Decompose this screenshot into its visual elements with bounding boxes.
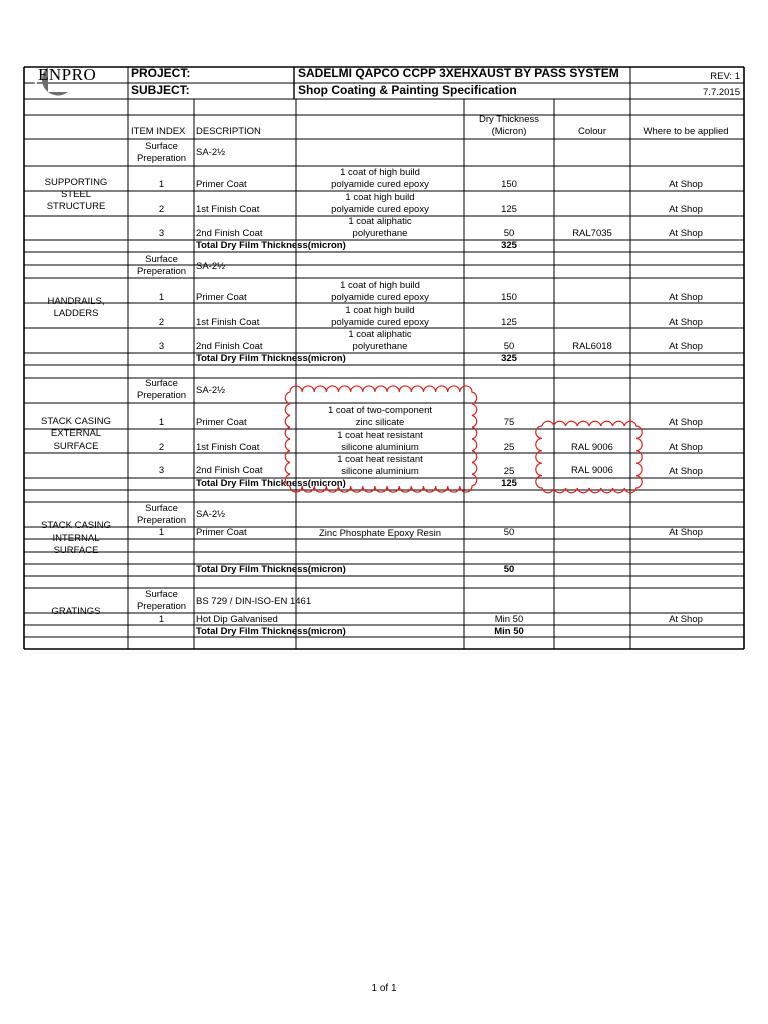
row-where: At Shop [669,179,703,190]
surface-value: BS 729 / DIN-ISO-EN 1461 [196,596,312,607]
surface-label: Preperation [136,390,187,401]
section-title: INTERNAL [52,533,100,544]
row-desc: 2nd Finish Coat [196,228,263,239]
row-where: At Shop [669,204,703,215]
row-desc: 2nd Finish Coat [196,341,263,352]
subject-label: SUBJECT: [131,83,190,97]
row-thickness: 150 [501,179,517,190]
row-spec: 1 coat aliphatic [348,329,412,340]
row-index: 3 [158,341,165,352]
surface-value: SA-2½ [196,147,226,158]
row-where: At Shop [669,317,703,328]
section-title: STEEL [60,189,92,200]
row-desc: Primer Coat [196,527,247,538]
row-thickness: 125 [501,317,517,328]
row-index: 1 [158,417,165,428]
col-item-index: ITEM INDEX [131,126,186,137]
surface-label: Preperation [136,266,187,277]
revision-cloud [536,421,642,493]
row-thickness: 25 [503,442,515,453]
row-spec: polyurethane [352,228,408,239]
row-index: 1 [158,292,165,303]
row-where: At Shop [669,292,703,303]
row-desc: 1st Finish Coat [196,204,260,215]
row-spec: polyamide cured epoxy [331,204,429,215]
row-spec: 1 coat heat resistant [337,454,423,465]
row-spec: 1 coat high build [345,192,415,203]
surface-label: Surface [145,141,178,152]
surface-value: SA-2½ [196,509,226,520]
row-desc: 2nd Finish Coat [196,465,263,476]
row-thickness: 75 [503,417,515,428]
row-desc: 1st Finish Coat [196,442,260,453]
row-thickness: 150 [501,292,517,303]
total-label: Total Dry Film Thickness(micron) [196,626,346,637]
date: 7.7.2015 [703,87,740,98]
surface-label: Preperation [136,601,187,612]
col-dry-thickness-2: (Micron) [491,126,527,137]
row-desc: Primer Coat [196,417,247,428]
row-spec: silicone aluminium [341,466,419,477]
row-where: At Shop [669,417,703,428]
section-title: SURFACE [53,545,99,556]
row-spec: polyamide cured epoxy [331,317,429,328]
section-title: GRATINGS [51,606,101,617]
row-thickness: 50 [503,341,515,352]
row-where: At Shop [669,442,703,453]
row-spec: 1 coat of two-component [327,405,433,416]
row-where: At Shop [669,466,703,477]
row-spec: Zinc Phosphate Epoxy Resin [319,528,441,539]
row-colour: RAL 9006 [571,465,613,476]
section-title: SURFACE [53,441,99,452]
total-label: Total Dry Film Thickness(micron) [196,478,346,489]
section-title: STACK CASING [40,520,112,531]
section-title: SUPPORTING [44,177,108,188]
row-spec: polyamide cured epoxy [331,179,429,190]
surface-label: Surface [145,254,178,265]
row-desc: Primer Coat [196,179,247,190]
col-dry-thickness-1: Dry Thickness [478,114,539,125]
row-index: 1 [158,179,165,190]
total-value: 325 [501,240,517,251]
subject-value: Shop Coating & Painting Specification [298,83,517,97]
row-spec: 1 coat of high build [340,167,420,178]
col-description: DESCRIPTION [196,126,261,137]
row-spec: polyamide cured epoxy [331,292,429,303]
project-value: SADELMI QAPCO CCPP 3XEHXAUST BY PASS SYSTEM [298,66,619,80]
row-spec: 1 coat heat resistant [337,430,423,441]
total-label: Total Dry Film Thickness(micron) [196,240,346,251]
total-value: 50 [503,564,515,575]
row-thickness: 125 [501,204,517,215]
page-number: 1 of 1 [371,983,397,994]
row-where: At Shop [669,527,703,538]
section-title: HANDRAILS, [47,296,105,307]
row-spec: 1 coat of high build [340,280,420,291]
revision-cloud [285,386,477,492]
row-index: 3 [158,228,165,239]
row-spec: 1 coat high build [345,305,415,316]
total-label: Total Dry Film Thickness(micron) [196,353,346,364]
row-spec: polyurethane [352,341,408,352]
row-thickness: Min 50 [494,614,524,625]
row-colour: RAL6018 [572,341,612,352]
col-colour: Colour [578,126,606,137]
total-value: 125 [501,478,517,489]
row-where: At Shop [669,614,703,625]
surface-label: Preperation [136,153,187,164]
logo-text: ENPRO [38,65,97,84]
surface-label: Surface [145,589,178,600]
surface-label: Surface [145,378,178,389]
row-desc: 1st Finish Coat [196,317,260,328]
row-colour: RAL 9006 [571,442,613,453]
row-index: 2 [158,317,165,328]
surface-value: SA-2½ [196,261,226,272]
row-where: At Shop [669,228,703,239]
row-index: 1 [158,527,165,538]
total-value: Min 50 [494,626,524,637]
row-index: 2 [158,442,165,453]
section-title: EXTERNAL [50,428,102,439]
project-label: PROJECT: [131,66,191,80]
row-where: At Shop [669,341,703,352]
row-spec: 1 coat aliphatic [348,216,412,227]
row-spec: silicone aluminium [341,442,419,453]
section-title: STACK CASING [40,416,112,427]
revision: REV: 1 [710,71,740,82]
row-index: 2 [158,204,165,215]
row-index: 1 [158,614,165,625]
surface-label: Preperation [136,515,187,526]
row-thickness: 50 [503,228,515,239]
row-desc: Hot Dip Galvanised [196,614,278,625]
surface-value: SA-2½ [196,385,226,396]
row-thickness: 50 [503,527,515,538]
row-desc: Primer Coat [196,292,247,303]
total-label: Total Dry Film Thickness(micron) [196,564,346,575]
section-title: STRUCTURE [46,201,106,212]
col-where: Where to be applied [643,126,729,137]
section-title: LADDERS [53,308,99,319]
surface-label: Surface [145,503,178,514]
row-colour: RAL7035 [572,228,612,239]
row-thickness: 25 [503,466,515,477]
total-value: 325 [501,353,517,364]
row-spec: zinc silicate [355,417,405,428]
row-index: 3 [158,465,165,476]
